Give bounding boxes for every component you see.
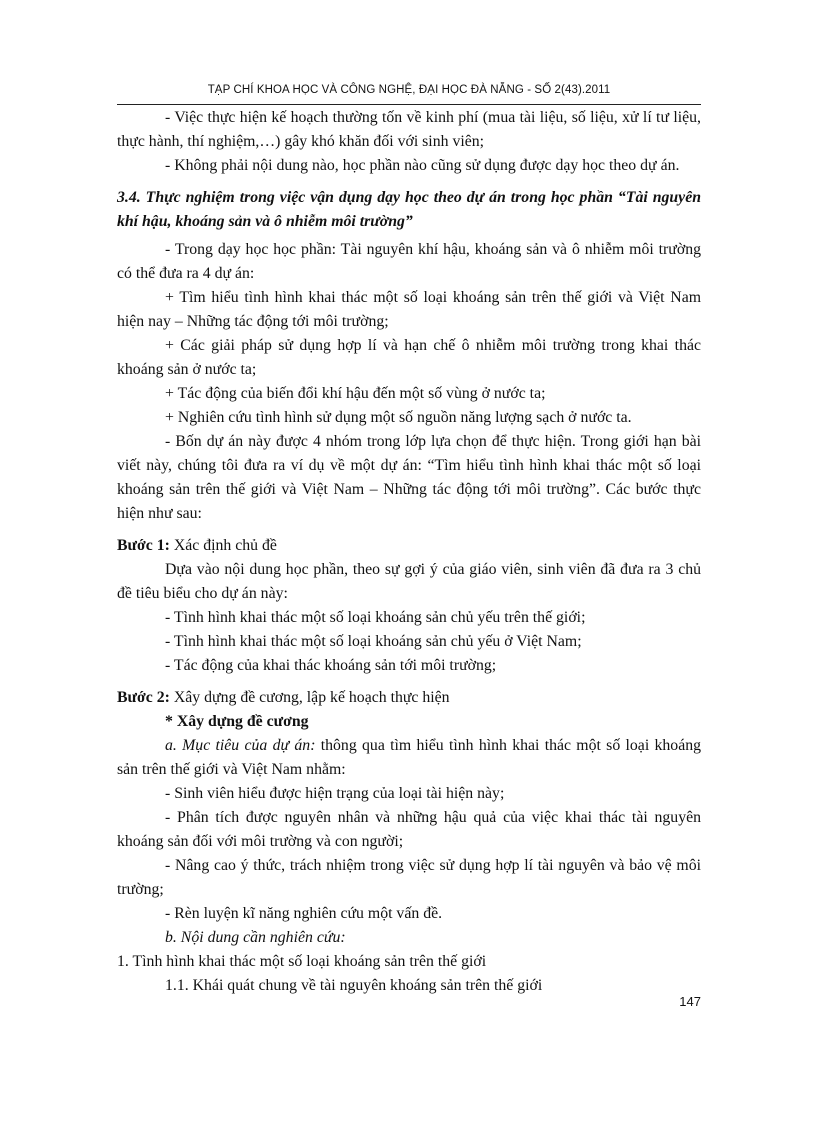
intro-item: - Việc thực hiện kế hoạch thường tốn về kinh phí (mua tài liệu, số liệu, xử lí tư liệu, thực hành, thí nghiệm,…) gây khó khăn đối với sinh viên; [117, 109, 701, 150]
step-1-title: Xác định chủ đề [169, 537, 277, 554]
header-divider [117, 104, 701, 105]
objective-lead: a. Mục tiêu của dự án: [165, 737, 316, 754]
step-2-title: Xây dựng đề cương, lập kế hoạch thực hiện [169, 689, 450, 706]
objective-item: - Nâng cao ý thức, trách nhiệm trong việc sử dụng hợp lí tài nguyên và bảo vệ môi trường; [117, 857, 701, 898]
research-item: 1. Tình hình khai thác một số loại khoáng sản trên thế giới [117, 953, 487, 970]
research-heading: b. Nội dung cần nghiên cứu: [165, 929, 346, 946]
step-1-label: Bước 1: [117, 537, 170, 554]
project-item: + Các giải pháp sử dụng hợp lí và hạn chế ô nhiễm môi trường trong khai thác khoáng sản ở nước ta; [117, 337, 701, 378]
topic-item: - Tình hình khai thác một số loại khoáng sản chủ yếu ở Việt Nam; [165, 633, 582, 650]
step-2-heading [117, 686, 701, 710]
step-2-label: Bước 2: [117, 689, 170, 706]
objective-item: - Sinh viên hiểu được hiện trạng của loại tài hiện này; [165, 785, 505, 802]
step-1-description: Dựa vào nội dung học phần, theo sự gợi ý của giáo viên, sinh viên đã đưa ra 3 chủ đề tiêu biểu cho dự án này: [117, 561, 701, 602]
step-1-heading [117, 534, 701, 558]
page-number: 147 [679, 994, 701, 1009]
research-subitem: 1.1. Khái quát chung về tài nguyên khoáng sản trên thế giới [165, 977, 543, 994]
section-heading: 3.4. Thực nghiệm trong việc vận dụng dạy học theo dự án trong học phần “Tài nguyên khí hậu, khoáng sản và ô nhiễm môi trường” [117, 189, 701, 230]
article-body [117, 106, 701, 998]
running-header: TẠP CHÍ KHOA HỌC VÀ CÔNG NGHỆ, ĐẠI HỌC ĐÀ NẴNG - SỐ 2(43).2011 [207, 84, 611, 96]
project-item: + Nghiên cứu tình hình sử dụng một số nguồn năng lượng sạch ở nước ta. [165, 409, 632, 426]
objective-item: - Phân tích được nguyên nhân và những hậu quả của việc khai thác tài nguyên khoáng sản đối với môi trường và con người; [117, 809, 701, 850]
projects-selection: - Bốn dự án này được 4 nhóm trong lớp lựa chọn để thực hiện. Trong giới hạn bài viết này, chúng tôi đưa ra ví dụ về một dự án: “Tìm hiểu tình hình khai thác một số loại khoáng sản trên thế giới và Việt Nam – Những tác động tới môi trường”. Các bước thực hiện như sau: [117, 433, 701, 522]
projects-intro: - Trong dạy học học phần: Tài nguyên khí hậu, khoáng sản và ô nhiễm môi trường có thể đưa ra 4 dự án: [117, 241, 701, 282]
topic-item: - Tình hình khai thác một số loại khoáng sản chủ yếu trên thế giới; [165, 609, 586, 626]
objective-text: thông qua tìm hiểu tình hình khai thác một số loại khoáng sản trên thế giới và Việt Nam nhằm: [117, 737, 701, 778]
intro-item: - Không phải nội dung nào, học phần nào cũng sử dụng được dạy học theo dự án. [165, 157, 680, 174]
objective-item: - Rèn luyện kĩ năng nghiên cứu một vấn đề. [165, 905, 443, 922]
topic-item: - Tác động của khai thác khoáng sản tới môi trường; [165, 657, 497, 674]
objective-paragraph [117, 734, 701, 782]
project-item: + Tác động của biến đổi khí hậu đến một số vùng ở nước ta; [165, 385, 546, 402]
outline-heading: * Xây dựng đề cương [165, 713, 309, 730]
project-item: + Tìm hiểu tình hình khai thác một số loại khoáng sản trên thế giới và Việt Nam hiện nay – Những tác động tới môi trường; [117, 289, 701, 330]
